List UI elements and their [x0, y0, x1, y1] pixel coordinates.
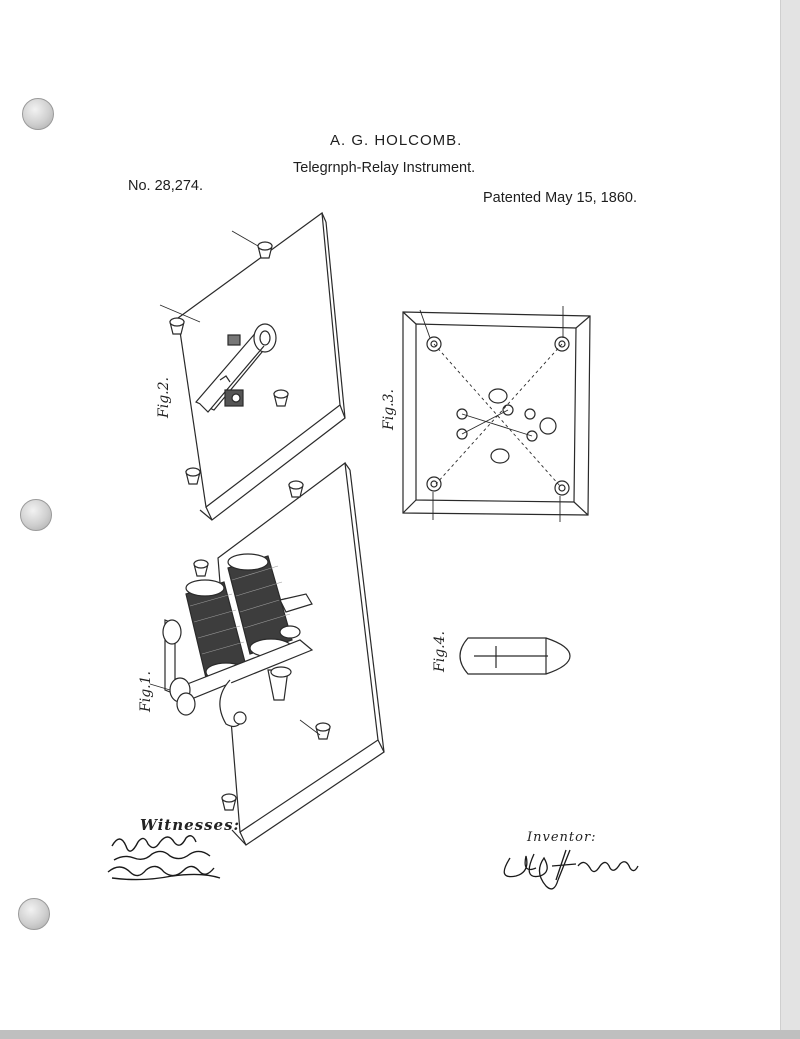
invention-title: Telegrnph-Relay Instrument.	[293, 160, 476, 176]
page-right-edge	[780, 0, 800, 1039]
fig4-label: Fig.4.	[432, 631, 448, 672]
witnesses-label: Witnesses:	[140, 816, 241, 834]
inventor-name-heading: A. G. HOLCOMB.	[330, 132, 463, 149]
fig3-plan-view	[403, 306, 590, 522]
fig2-label: Fig.2.	[156, 377, 172, 418]
inventor-signature-image	[504, 850, 638, 889]
witness-signatures-image	[108, 836, 220, 880]
fig4-detail	[460, 638, 570, 674]
fig2-base-plate	[178, 213, 345, 520]
fig1-label: Fig.1.	[138, 671, 154, 712]
patent-number: No. 28,274.	[128, 178, 203, 194]
patent-date: Patented May 15, 1860.	[483, 190, 637, 206]
inventor-label: Inventor:	[527, 830, 597, 845]
page-bottom-edge	[0, 1030, 800, 1039]
fig3-label: Fig.3.	[381, 389, 397, 430]
